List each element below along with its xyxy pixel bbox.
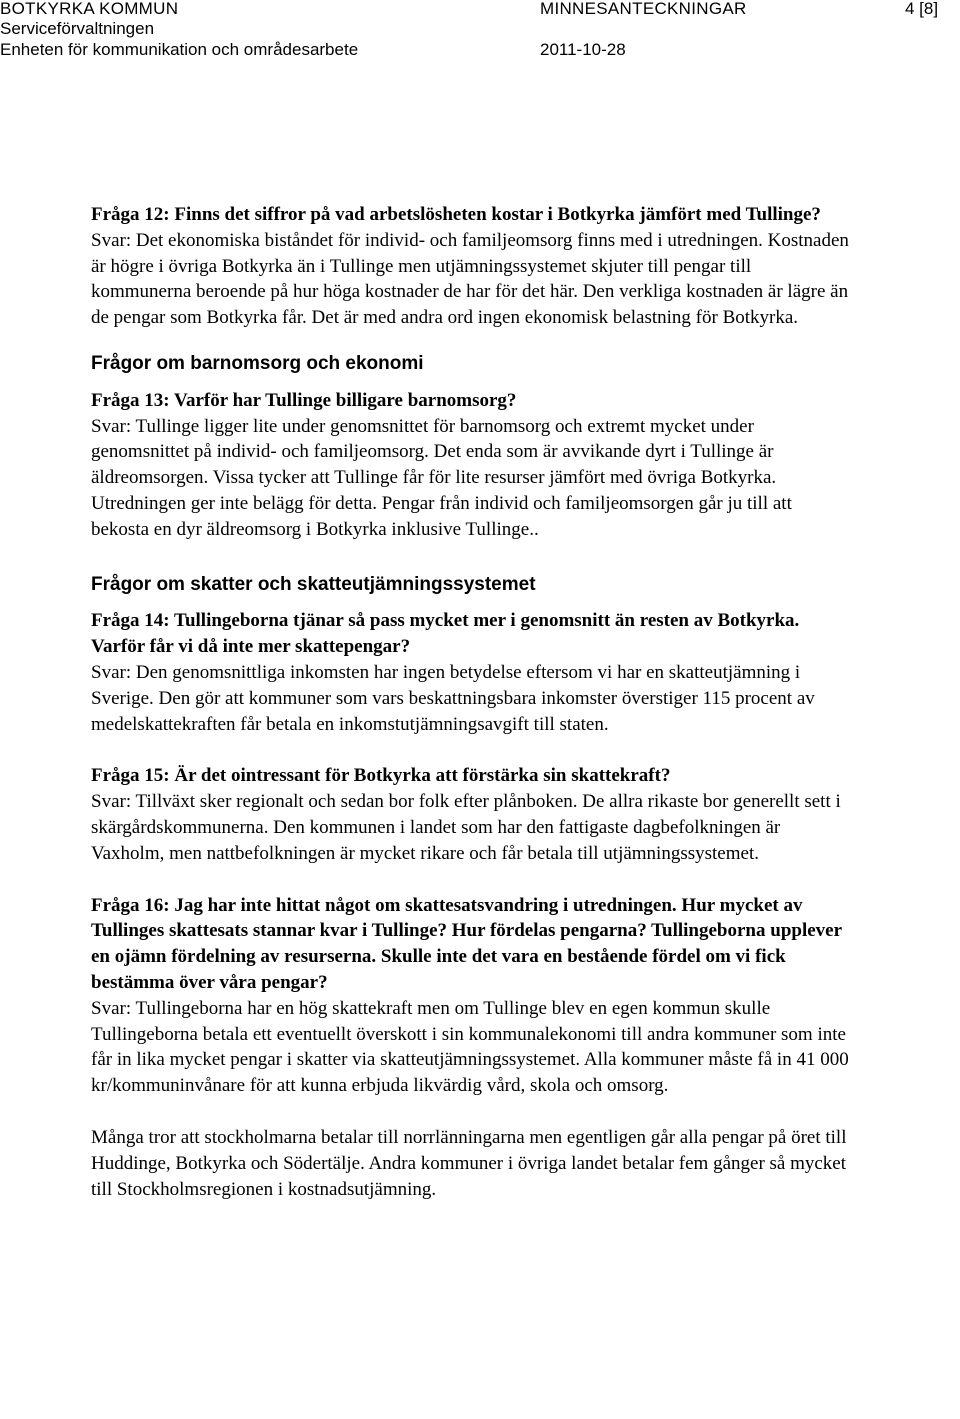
section-heading-taxes: Frågor om skatter och skatteutjämningssystemet xyxy=(91,573,536,595)
answer-14: Svar: Den genomsnittliga inkomsten har ingen betydelse eftersom vi har en skatteutjämning i Sverige. Den gör att kommuner som vars beskattningsbara inkomster överstiger 115 procent av medelskattekraften får betala en inkomstutjämningsavgift till staten. xyxy=(91,661,815,735)
unit-name: Enheten för kommunikation och områdesarbete xyxy=(0,40,359,59)
department-name: Serviceförvaltningen xyxy=(0,19,155,38)
answer-16: Svar: Tullingeborna har en hög skattekraft men om Tullinge blev en egen kommun skulle Tullingeborna betala ett eventuellt överskott i sin kommunalekonomi till andra kommuner som inte får in lika mycket pengar i skatter via skatteutjämningssystemet. Alla kommuner måste få in 41 000 kr/kommuninvånare för att kunna erbjuda likvärdig vård, skola och omsorg. xyxy=(91,997,849,1097)
org-name: BOTKYRKA KOMMUN xyxy=(0,0,179,18)
document-body xyxy=(91,202,851,1202)
question-15: Fråga 15: Är det ointressant för Botkyrka att förstärka sin skattekraft? xyxy=(91,765,671,787)
question-14: Fråga 14: Tullingeborna tjänar så pass mycket mer i genomsnitt än resten av Botkyrka. Varför får vi då inte mer skattepengar? xyxy=(91,610,800,658)
answer-13: Svar: Tullinge ligger lite under genomsnittet för barnomsorg och extremt mycket under genomsnittet på individ- och familjeomsorg. Det enda som är avvikande dyrt i Tullinge är äldreomsorgen. Vissa tycker att Tullinge får för lite resurser jämfört med övriga Botkyrka. Utredningen ger inte belägg för detta. Pengar från individ och familjeomsorgen går ju till att bekosta en dyr äldreomsorg i Botkyrka inklusive Tullinge.. xyxy=(91,415,792,540)
answer-15: Svar: Tillväxt sker regionalt och sedan bor folk efter plånboken. De allra rikaste bor generellt sett i skärgårdskommunerna. Den kommunen i landet som har den fattigaste dagbefolkningen är Vaxholm, men nattbefolkningen är mycket rikare och får betala till utjämningssystemet. xyxy=(91,791,841,864)
question-13: Fråga 13: Varför har Tullinge billigare barnomsorg? xyxy=(91,389,517,411)
page-number: 4 [8] xyxy=(905,0,939,18)
document-type: MINNESANTECKNINGAR xyxy=(540,0,747,18)
answer-12: Svar: Det ekonomiska biståndet för individ- och familjeomsorg finns med i utredningen. Kostnaden är högre i övriga Botkyrka än i Tullinge men utjämningssystemet skjuter till pengar till kommunerna beroende på hur höga kostnader de har för det här. Den verkliga kostnaden är lägre än de pengar som Botkyrka får. Det är med andra ord ingen ekonomisk belastning för Botkyrka. xyxy=(91,229,849,329)
question-16: Fråga 16: Jag har inte hittat något om skattesatsvandring i utredningen. Hur mycket av Tullinges skattesats stannar kvar i Tullinge? Hur fördelas pengarna? Tullingeborna upplever en ojämn fördelning av resurserna. Skulle inte det vara en bestående fördel om vi fick bestämma över våra pengar? xyxy=(91,894,842,993)
question-12: Fråga 12: Finns det siffror på vad arbetslösheten kostar i Botkyrka jämfört med Tullinge? xyxy=(91,204,821,225)
section-heading-childcare: Frågor om barnomsorg och ekonomi xyxy=(91,352,424,374)
closing-paragraph: Många tror att stockholmarna betalar till norrlänningarna men egentligen går alla pengar på öret till Huddinge, Botkyrka och Södertälje. Andra kommuner i övriga landet betalar fem gånger så mycket till Stockholmsregionen i kostnadsutjämning. xyxy=(91,1126,847,1200)
document-date: 2011-10-28 xyxy=(540,40,626,59)
